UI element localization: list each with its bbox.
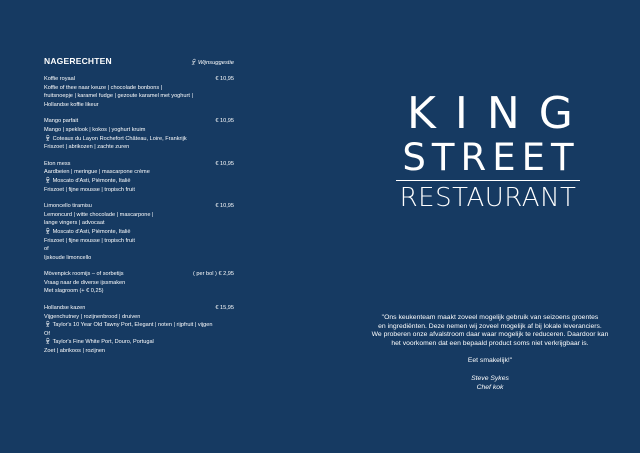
- wine-legend: [189, 59, 234, 66]
- line-text: Of: [44, 330, 50, 337]
- menu-item: [44, 160, 234, 194]
- dish-price: € 10,95: [215, 203, 234, 210]
- quote-line: We proberen onze afvalstroom daar waar mogelijk te reduceren. Daardoor kan: [371, 331, 609, 339]
- wine-suggestion: [44, 321, 234, 330]
- line-text: lange vingers | advocaat: [44, 220, 105, 227]
- dish-description: [44, 219, 234, 228]
- line-text: Friszoet | fijne mousse | tropisch fruit: [44, 186, 135, 193]
- dessert-menu: [44, 56, 234, 364]
- quote-closing: Eet smakelijk!": [467, 357, 513, 365]
- dish-name: Eton mess: [44, 160, 71, 167]
- wine-suggestion: [44, 338, 234, 347]
- menu-item-header: [44, 160, 234, 169]
- dish-price: ( per bol ) € 2,95: [192, 271, 234, 278]
- line-text: Friszoet | fijne mousse | tropisch fruit: [44, 237, 135, 244]
- line-text: of: [44, 246, 49, 253]
- line-text: Coteaux du Layon Rochefort Château, Loire, Frankrijk: [52, 135, 187, 142]
- line-text: Vraag naar de diverse ijssmaken: [44, 279, 126, 286]
- wine-legend-label: Wijnsuggestie: [197, 60, 234, 66]
- dish-description: [44, 287, 234, 296]
- line-text: Friszoet | abrikozen | zachte zuren: [44, 144, 130, 151]
- wine-suggestion: [44, 228, 234, 237]
- line-text: Hollandse koffie likeur: [44, 101, 99, 108]
- dish-description: [44, 143, 234, 152]
- line-text: Taylor's 10 Year Old Tawny Port, Elegant | noten | rijpfruit | vijgen: [52, 322, 213, 329]
- wine-glass-icon: 🍷︎: [44, 339, 52, 346]
- dish-name: Hollandse kazen: [44, 305, 86, 312]
- dish-price: € 10,95: [215, 76, 234, 82]
- menu-item-header: [44, 304, 234, 313]
- dish-description: [44, 313, 234, 322]
- quote-line: het voorkomen dat een bepaald product soms niet verkrijgbaar is.: [391, 339, 589, 347]
- logo-street: STREET: [402, 136, 580, 179]
- dish-name: Mango parfait: [44, 118, 79, 125]
- cover-page: [320, 0, 640, 453]
- line-text: Mango | speklook | kokos | yoghurt kruim: [44, 126, 146, 133]
- restaurant-logo: [388, 88, 592, 213]
- line-text: fruitsnoepje | karamel fudge | gezoute karamel met yoghurt |: [44, 93, 193, 100]
- signature-title: Chef kok: [476, 383, 504, 391]
- dish-description: [44, 101, 234, 110]
- wine-suggestion: [44, 135, 234, 144]
- wine-glass-icon: 🍷︎: [44, 177, 52, 184]
- menu-item-header: [44, 117, 234, 126]
- dish-description: [44, 279, 234, 288]
- wine-glass-icon: 🍷︎: [44, 228, 52, 235]
- quote-line: "Ons keukenteam maakt zoveel mogelijk gebruik van seizoens groentes: [381, 314, 599, 321]
- dish-description: [44, 92, 234, 101]
- chef-quote: [340, 314, 640, 392]
- line-text: Taylor's Fine White Port, Douro, Portugal: [52, 339, 154, 346]
- menu-item: [44, 270, 234, 296]
- line-text: Ijskoude limoncello: [44, 254, 92, 261]
- menu-item-header: [44, 202, 234, 211]
- wine-glass-icon: 🍷︎: [44, 322, 52, 329]
- menu-item: [44, 75, 234, 109]
- dish-price: € 15,95: [215, 305, 234, 312]
- dish-description: [44, 168, 234, 177]
- menu-item-header: [44, 270, 234, 279]
- dish-description: [44, 186, 234, 195]
- line-text: Aardbeien | meringue | mascarpone crème: [44, 169, 150, 176]
- wine-glass-icon: 🍷︎: [189, 60, 197, 66]
- dish-list: [44, 75, 234, 356]
- dish-name: Mövenpick roomijs – of sorbetijs: [44, 271, 124, 278]
- dish-description: [44, 347, 234, 356]
- dish-description: [44, 84, 234, 93]
- line-text: Met slagroom (+ € 0,25): [44, 288, 104, 295]
- line-text: Zoet | abrikoos | rozijnen: [44, 348, 106, 355]
- logo-king: KING: [407, 88, 592, 139]
- wine-glass-icon: 🍷︎: [44, 135, 52, 142]
- dish-name: Koffie royaal: [44, 76, 75, 82]
- line-text: Koffie of thee naar keuze | chocolade bonbons |: [44, 84, 163, 91]
- line-text: Lemoncurd | witte chocolade | mascarpone |: [44, 211, 154, 218]
- menu-header: [44, 56, 234, 66]
- dish-description: [44, 254, 234, 263]
- menu-item-header: [44, 75, 234, 84]
- dish-description: [44, 126, 234, 135]
- quote-line: en ingrediënten. Deze nemen wij zoveel mogelijk af bij lokale leveranciers.: [378, 322, 602, 330]
- dish-name: Limoncello tiramisu: [44, 203, 92, 210]
- menu-title: NAGERECHTEN: [44, 56, 112, 66]
- dish-description: [44, 237, 234, 246]
- line-text: Moscato d'Asti, Piémonte, Italië: [52, 177, 131, 184]
- logo-divider: [396, 180, 580, 181]
- menu-item: [44, 202, 234, 262]
- line-text: Moscato d'Asti, Piémonte, Italië: [52, 228, 131, 235]
- dish-description: [44, 330, 234, 339]
- dish-description: [44, 245, 234, 254]
- signature-name: Steve Sykes: [471, 374, 509, 382]
- dish-price: € 10,95: [215, 118, 234, 125]
- dish-price: € 10,95: [215, 160, 234, 167]
- menu-item: [44, 117, 234, 151]
- dish-description: [44, 211, 234, 220]
- line-text: Vijgenchutney | rozijnenbrood | druiven: [44, 313, 141, 320]
- wine-suggestion: [44, 177, 234, 186]
- menu-item: [44, 304, 234, 356]
- logo-restaurant: RESTAURANT: [399, 183, 577, 213]
